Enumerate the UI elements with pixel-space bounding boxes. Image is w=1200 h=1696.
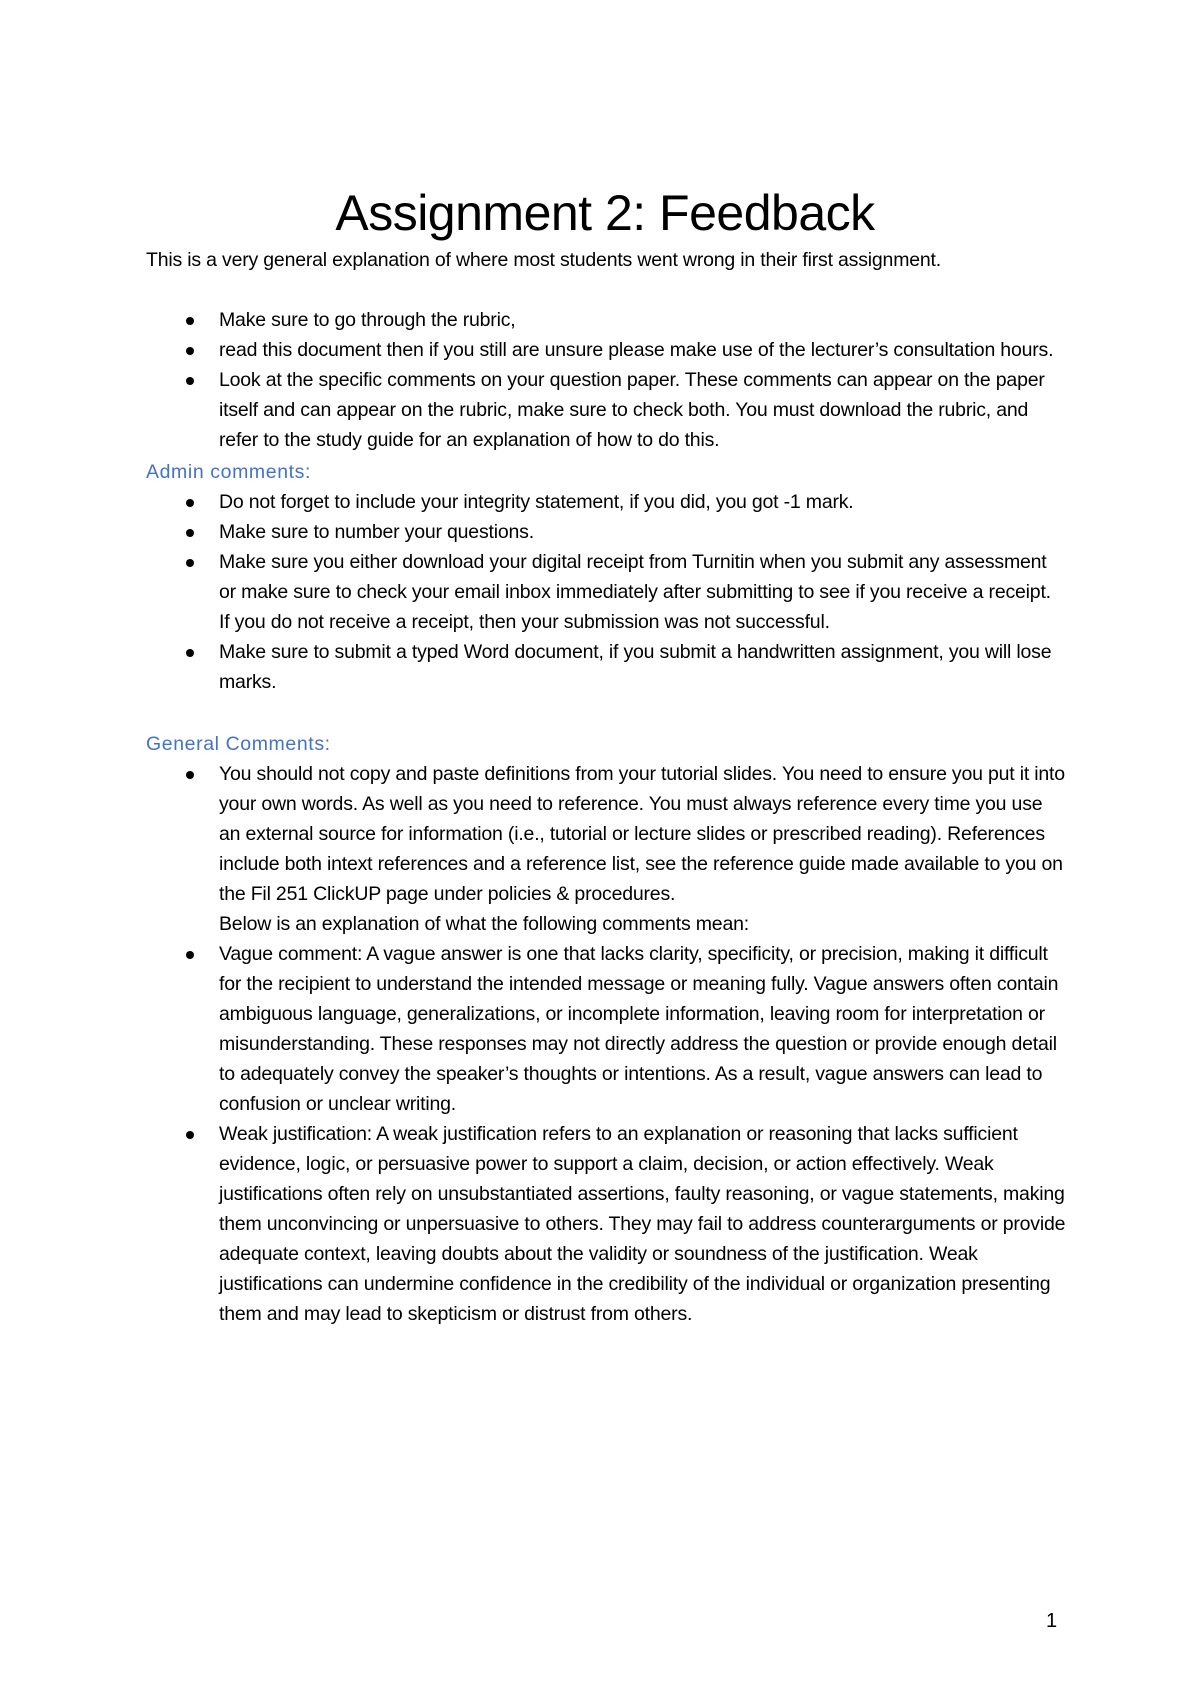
list-item: You should not copy and paste definitions from your tutorial slides. You need to ensure you put it into your own words. As well as you need to reference. You must always reference every time you use an external source for information (i.e., tutorial or lecture slides or prescribed reading). References include both intext references and a reference list, see the reference guide made available to you on the Fil 251 ClickUP page under policies & procedures.	[146, 759, 1066, 909]
general-note: Below is an explanation of what the following comments mean:	[219, 913, 749, 935]
general-heading: General Comments:	[146, 733, 331, 755]
general-list	[146, 759, 1066, 909]
intro-list	[146, 305, 1066, 455]
list-item: Make sure to go through the rubric,	[146, 305, 1066, 335]
admin-heading: Admin comments:	[146, 461, 312, 483]
list-item: Make sure to number your questions.	[146, 517, 1066, 547]
list-item: Weak justification: A weak justification refers to an explanation or reasoning that lacks sufficient evidence, logic, or persuasive power to support a claim, decision, or action effectively. Weak justifications often rely on unsubstantiated assertions, faulty reasoning, or vague statements, making them unconvincing or unpersuasive to others. They may fail to address counterarguments or provide adequate context, leaving doubts about the validity or soundness of the justification. Weak justifications can undermine confidence in the credibility of the individual or organization presenting them and may lead to skepticism or distrust from others.	[146, 1119, 1066, 1329]
list-item: Do not forget to include your integrity statement, if you did, you got -1 mark.	[146, 487, 1066, 517]
document-body	[146, 245, 1066, 1329]
list-item: read this document then if you still are unsure please make use of the lecturer’s consultation hours.	[146, 335, 1066, 365]
list-item: Make sure you either download your digital receipt from Turnitin when you submit any assessment or make sure to check your email inbox immediately after submitting to see if you receive a receipt. If you do not receive a receipt, then your submission was not successful.	[146, 547, 1066, 637]
list-item: Make sure to submit a typed Word document, if you submit a handwritten assignment, you will lose marks.	[146, 637, 1066, 697]
list-item: Look at the specific comments on your question paper. These comments can appear on the paper itself and can appear on the rubric, make sure to check both. You must download the rubric, and refer to the study guide for an explanation of how to do this.	[146, 365, 1066, 455]
general-list-continued	[146, 939, 1066, 1329]
intro-paragraph: This is a very general explanation of where most students went wrong in their first assignment.	[146, 249, 941, 271]
page-number: 1	[1046, 1610, 1058, 1632]
admin-list	[146, 487, 1066, 697]
page-title: Assignment 2: Feedback	[335, 184, 875, 241]
list-item: Vague comment: A vague answer is one that lacks clarity, specificity, or precision, making it difficult for the recipient to understand the intended message or meaning fully. Vague answers often contain ambiguous language, generalizations, or incomplete information, leaving room for interpretation or misunderstanding. These responses may not directly address the question or provide enough detail to adequately convey the speaker’s thoughts or intentions. As a result, vague answers can lead to confusion or unclear writing.	[146, 939, 1066, 1119]
